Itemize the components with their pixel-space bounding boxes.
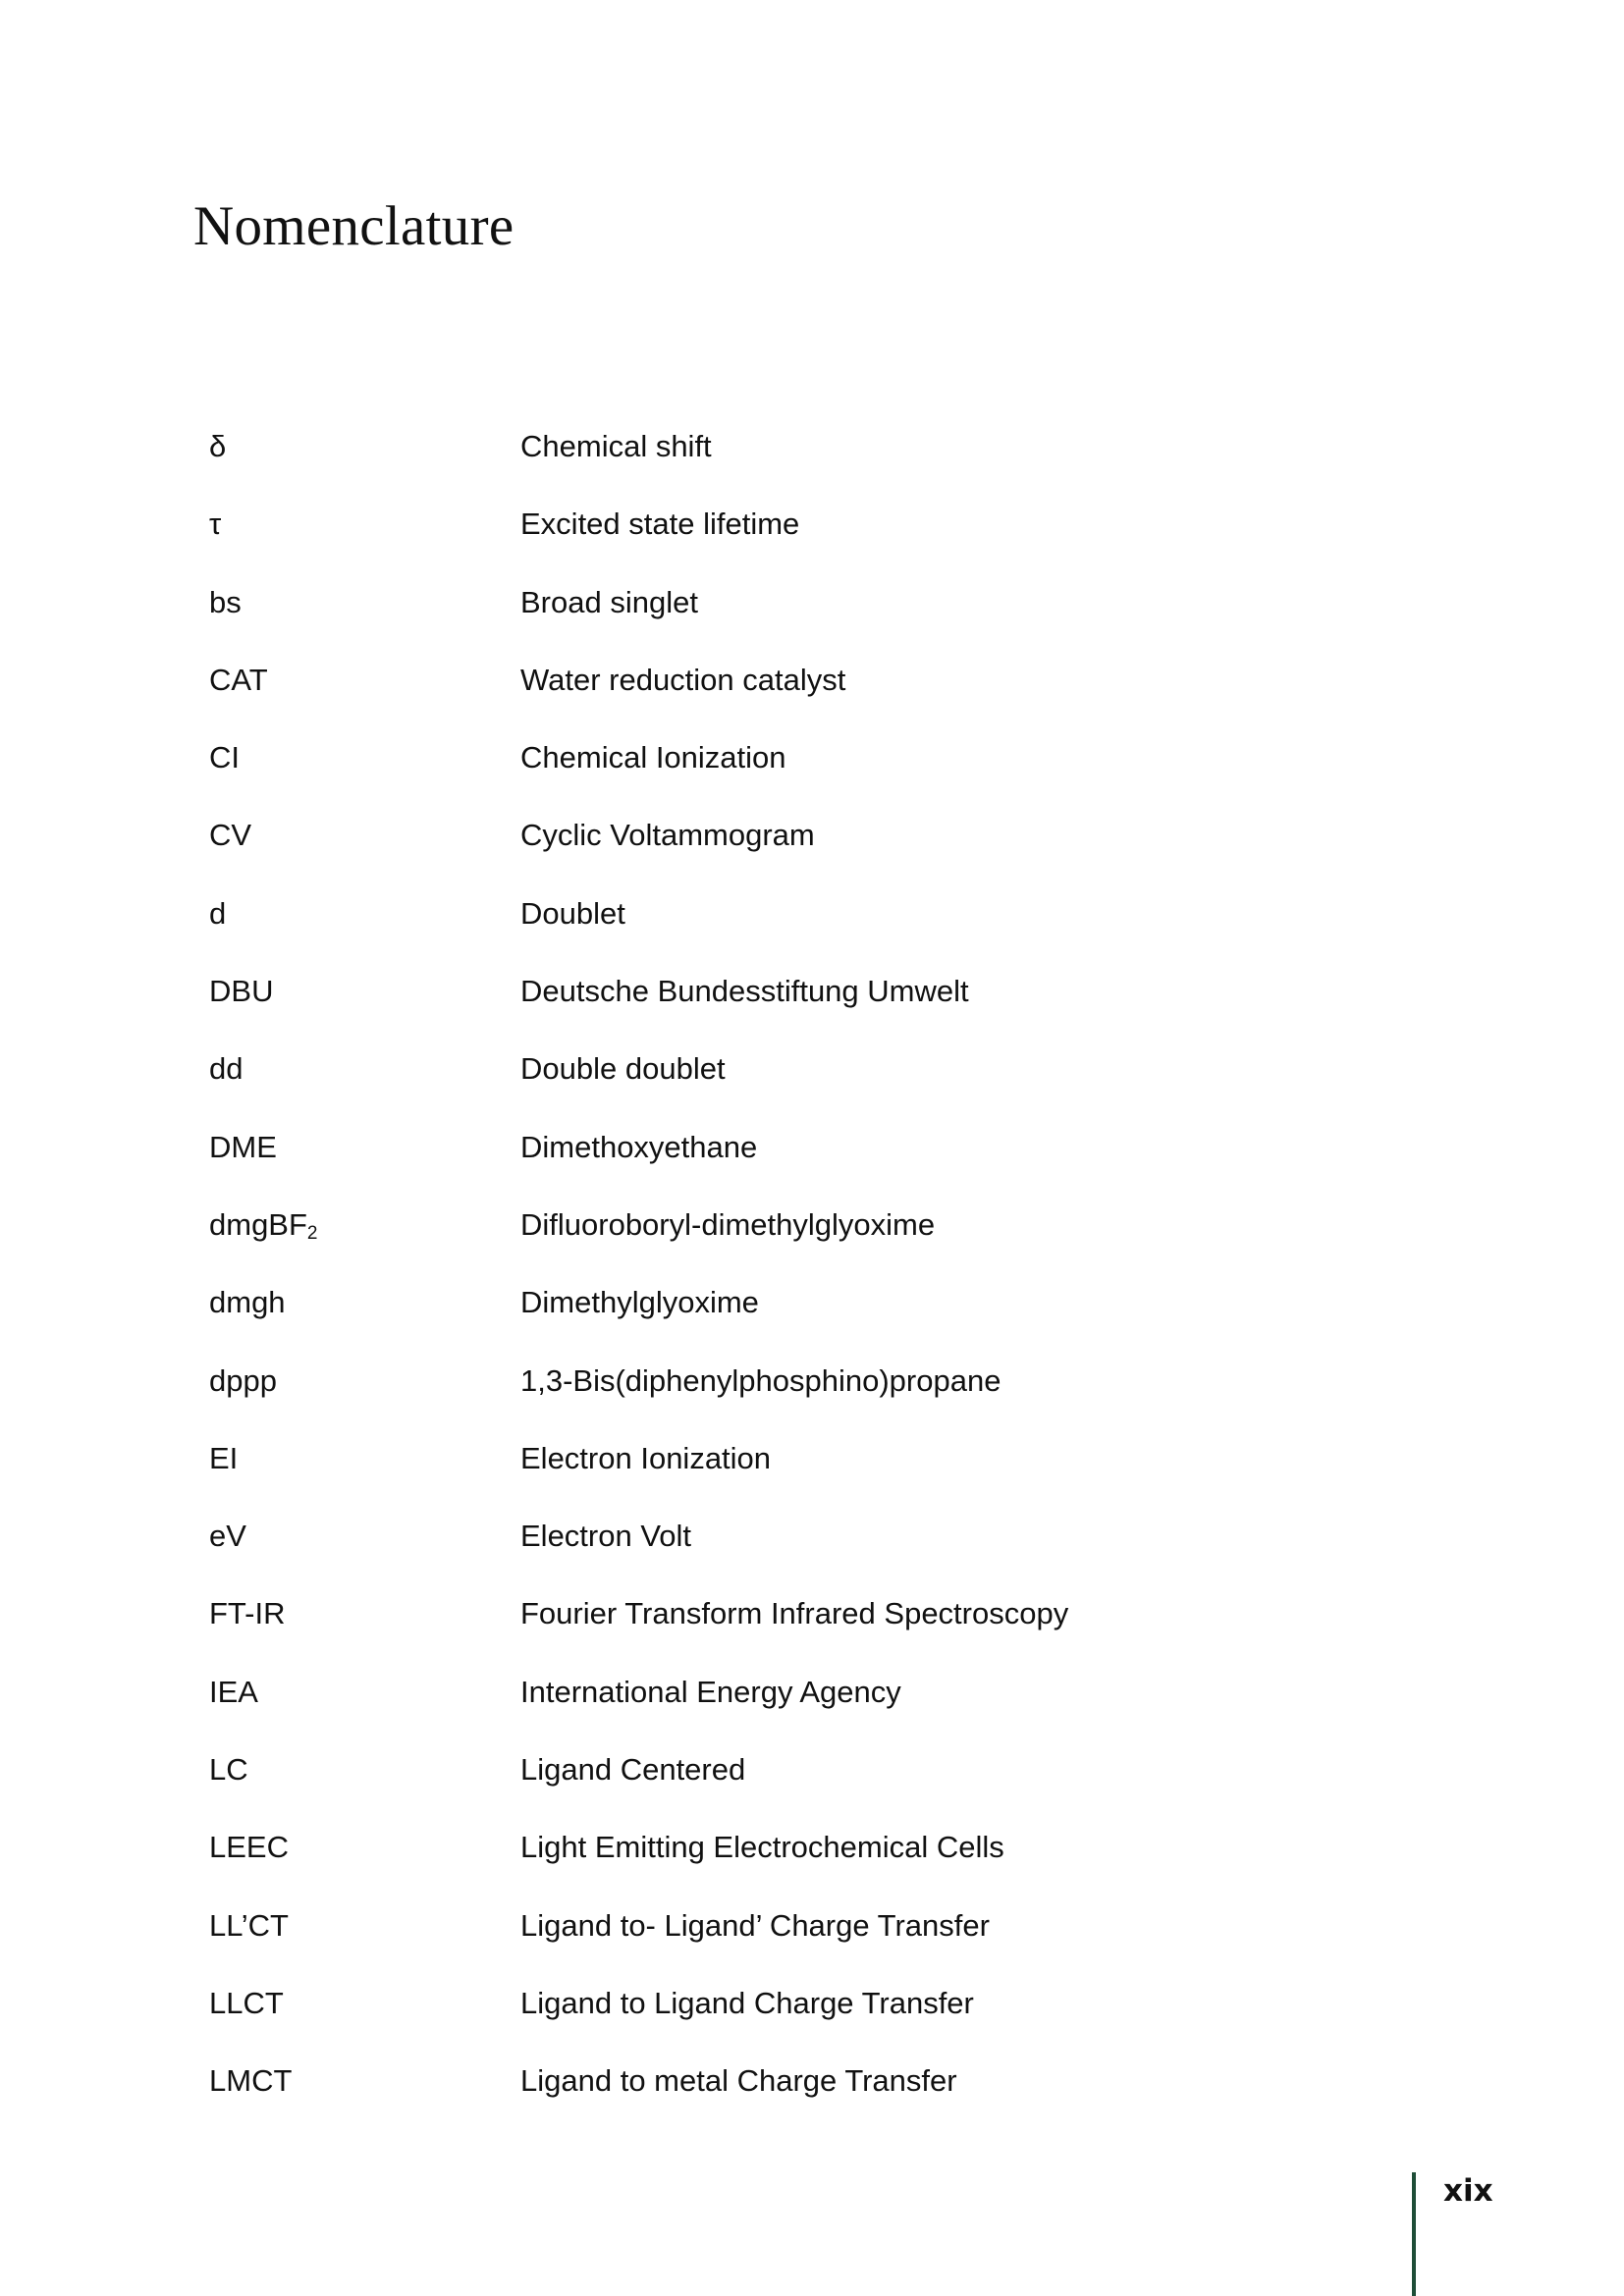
page-number: xix: [1443, 2173, 1493, 2209]
nomenclature-entry: [209, 573, 1387, 651]
nomenclature-entry: [209, 884, 1387, 962]
entry-term: [209, 1896, 520, 1974]
term-text: δ: [209, 429, 227, 463]
entry-term: [209, 806, 520, 883]
term-text: LL’CT: [209, 1907, 289, 1943]
entry-term: [209, 1740, 520, 1818]
entry-term: [209, 2052, 520, 2129]
entry-term: [209, 884, 520, 962]
entry-definition: Ligand to Ligand Charge Transfer: [520, 1985, 974, 2020]
nomenclature-entry: [209, 1118, 1387, 1196]
entry-definition: Ligand to- Ligand’ Charge Transfer: [520, 1907, 990, 1943]
entry-term: [209, 728, 520, 806]
nomenclature-list: [209, 417, 1387, 2130]
nomenclature-entry: [209, 1818, 1387, 1896]
term-text: LMCT: [209, 2063, 293, 2099]
entry-definition: Excited state lifetime: [520, 507, 800, 542]
entry-term: [209, 1507, 520, 1584]
term-text: FT-IR: [209, 1596, 286, 1631]
entry-definition: Light Emitting Electrochemical Cells: [520, 1830, 1004, 1865]
term-text: dmgBF: [209, 1206, 307, 1242]
term-text: τ: [209, 507, 222, 542]
entry-term: [209, 1974, 520, 2052]
entry-term: [209, 962, 520, 1040]
entry-definition: Chemical shift: [520, 429, 712, 463]
term-text: IEA: [209, 1674, 258, 1709]
entry-term: [209, 1818, 520, 1896]
nomenclature-entry: [209, 1040, 1387, 1117]
entry-term: [209, 417, 520, 495]
entry-definition: International Energy Agency: [520, 1674, 901, 1709]
term-text: eV: [209, 1519, 246, 1554]
entry-definition: Electron Volt: [520, 1519, 692, 1554]
term-text: CV: [209, 818, 252, 853]
entry-definition: Chemical Ionization: [520, 740, 786, 775]
entry-definition: Dimethoxyethane: [520, 1129, 758, 1164]
entry-definition: Ligand to metal Charge Transfer: [520, 2063, 957, 2099]
entry-term: [209, 1273, 520, 1351]
entry-term: [209, 495, 520, 572]
entry-term: [209, 1352, 520, 1429]
nomenclature-entry: [209, 1896, 1387, 1974]
entry-term: [209, 1040, 520, 1117]
entry-definition: Doublet: [520, 895, 625, 931]
term-text: DME: [209, 1129, 277, 1164]
nomenclature-entry: [209, 417, 1387, 495]
entry-definition: Dimethylglyoxime: [520, 1285, 759, 1320]
entry-definition: Ligand Centered: [520, 1752, 746, 1788]
term-text: LLCT: [209, 1985, 284, 2020]
entry-definition: Water reduction catalyst: [520, 662, 846, 697]
entry-term: [209, 651, 520, 728]
nomenclature-entry: [209, 1974, 1387, 2052]
nomenclature-entry: [209, 1663, 1387, 1740]
nomenclature-entry: [209, 962, 1387, 1040]
nomenclature-entry: [209, 1352, 1387, 1429]
entry-definition: Double doublet: [520, 1051, 726, 1087]
nomenclature-entry: [209, 651, 1387, 728]
nomenclature-entry: [209, 728, 1387, 806]
term-text: DBU: [209, 974, 274, 1009]
nomenclature-entry: [209, 1273, 1387, 1351]
nomenclature-entry: [209, 495, 1387, 572]
entry-term: [209, 573, 520, 651]
entry-definition: Fourier Transform Infrared Spectroscopy: [520, 1596, 1069, 1631]
nomenclature-entry: [209, 1584, 1387, 1662]
term-text: CAT: [209, 662, 268, 697]
nomenclature-entry: [209, 806, 1387, 883]
entry-definition: 1,3-Bis(diphenylphosphino)propane: [520, 1362, 1001, 1398]
nomenclature-entry: [209, 1196, 1387, 1273]
nomenclature-entry: [209, 2052, 1387, 2129]
entry-term: [209, 1196, 520, 1273]
term-text: LEEC: [209, 1830, 289, 1865]
page-margin-rule: [1412, 2172, 1416, 2296]
term-text: bs: [209, 584, 242, 619]
term-subscript: 2: [306, 1222, 318, 1244]
term-text: d: [209, 895, 227, 931]
entry-definition: Broad singlet: [520, 584, 698, 619]
nomenclature-entry: [209, 1740, 1387, 1818]
entry-definition: Difluoroboryl-dimethylglyoxime: [520, 1206, 936, 1242]
entry-definition: Electron Ionization: [520, 1440, 772, 1475]
entry-term: [209, 1118, 520, 1196]
entry-term: [209, 1663, 520, 1740]
page-title: Nomenclature: [193, 195, 514, 257]
term-text: dmgh: [209, 1285, 286, 1320]
entry-definition: Deutsche Bundesstiftung Umwelt: [520, 974, 969, 1009]
term-text: dppp: [209, 1362, 277, 1398]
nomenclature-entry: [209, 1507, 1387, 1584]
term-text: dd: [209, 1051, 244, 1087]
nomenclature-entry: [209, 1429, 1387, 1507]
entry-definition: Cyclic Voltammogram: [520, 818, 815, 853]
term-text: EI: [209, 1440, 239, 1475]
term-text: CI: [209, 740, 240, 775]
entry-term: [209, 1429, 520, 1507]
term-text: LC: [209, 1752, 248, 1788]
entry-term: [209, 1584, 520, 1662]
